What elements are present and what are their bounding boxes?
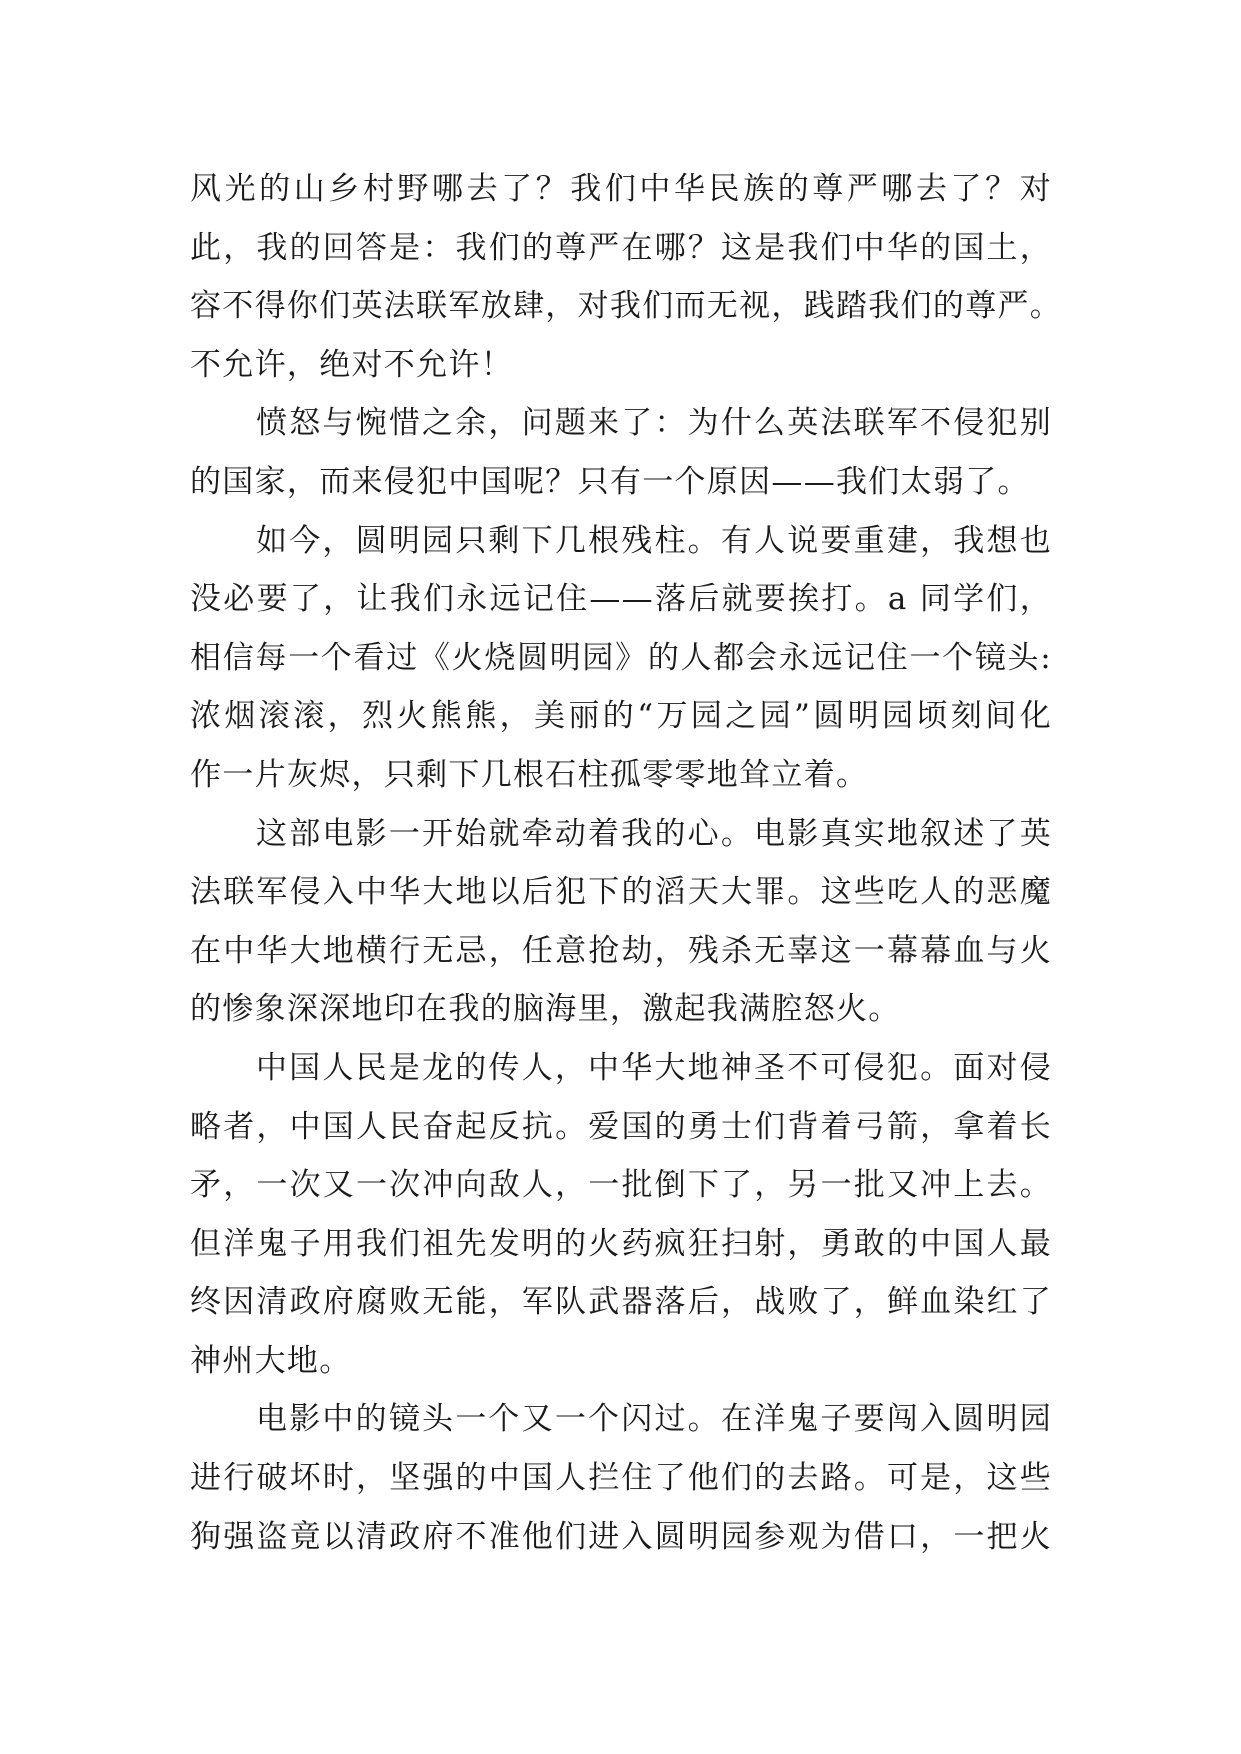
text-line: 但洋鬼子用我们祖先发明的火药疯狂扫射，勇敢的中国人最 bbox=[190, 1225, 1052, 1262]
text-line: 愤怒与惋惜之余，问题来了：为什么英法联军不侵犯别 bbox=[256, 405, 1052, 442]
text-line: 的国家，而来侵犯中国呢？只有一个原因——我们太弱了。 bbox=[190, 463, 1030, 500]
text-line: 电影中的镜头一个又一个闪过。在洋鬼子要闯入圆明园 bbox=[256, 1401, 1052, 1438]
body-text bbox=[190, 160, 1063, 1566]
text-line: 法联军侵入中华大地以后犯下的滔天大罪。这些吃人的恶魔 bbox=[190, 874, 1052, 911]
text-line: 在中华大地横行无忌，任意抢劫，残杀无辜这一幕幕血与火 bbox=[190, 932, 1052, 969]
text-line: 风光的山乡村野哪去了？我们中华民族的尊严哪去了？对 bbox=[190, 171, 1052, 207]
text-line: 没必要了，让我们永远记住——落后就要挨打。a 同学们， bbox=[190, 581, 1052, 618]
text-line: 如今，圆明园只剩下几根残柱。有人说要重建，我想也 bbox=[256, 522, 1052, 559]
text-line: 终因清政府腐败无能，军队武器落后，战败了，鲜血染红了 bbox=[190, 1284, 1052, 1321]
text-line: 浓烟滚滚，烈火熊熊，美丽的“万园之园”圆明园顷刻间化 bbox=[190, 698, 1052, 735]
text-line: 的惨象深深地印在我的脑海里，激起我满腔怒火。 bbox=[190, 991, 901, 1028]
text-line: 进行破坏时，坚强的中国人拦住了他们的去路。可是，这些 bbox=[190, 1460, 1052, 1497]
text-line: 这部电影一开始就牵动着我的心。电影真实地叙述了英 bbox=[256, 815, 1052, 852]
text-line: 不允许，绝对不允许！ bbox=[190, 346, 513, 383]
text-line: 作一片灰烬，只剩下几根石柱孤零零地耸立着。 bbox=[190, 756, 869, 793]
text-line: 此，我的回答是：我们的尊严在哪？这是我们中华的国土， bbox=[190, 229, 1052, 266]
text-line: 略者，中国人民奋起反抗。爱国的勇士们背着弓箭，拿着长 bbox=[190, 1108, 1052, 1145]
text-line: 中国人民是龙的传人，中华大地神圣不可侵犯。面对侵 bbox=[256, 1049, 1052, 1086]
text-line: 神州大地。 bbox=[190, 1342, 352, 1379]
text-line: 相信每一个看过《火烧圆明园》的人都会永远记住一个镜头: bbox=[190, 639, 1052, 676]
text-line: 容不得你们英法联军放肆，对我们而无视，践踏我们的尊严。 bbox=[190, 288, 1063, 325]
text-line: 狗强盗竟以清政府不准他们进入圆明园参观为借口，一把火 bbox=[190, 1518, 1052, 1555]
text-line: 矛，一次又一次冲向敌人，一批倒下了，另一批又冲上去。 bbox=[190, 1167, 1052, 1204]
